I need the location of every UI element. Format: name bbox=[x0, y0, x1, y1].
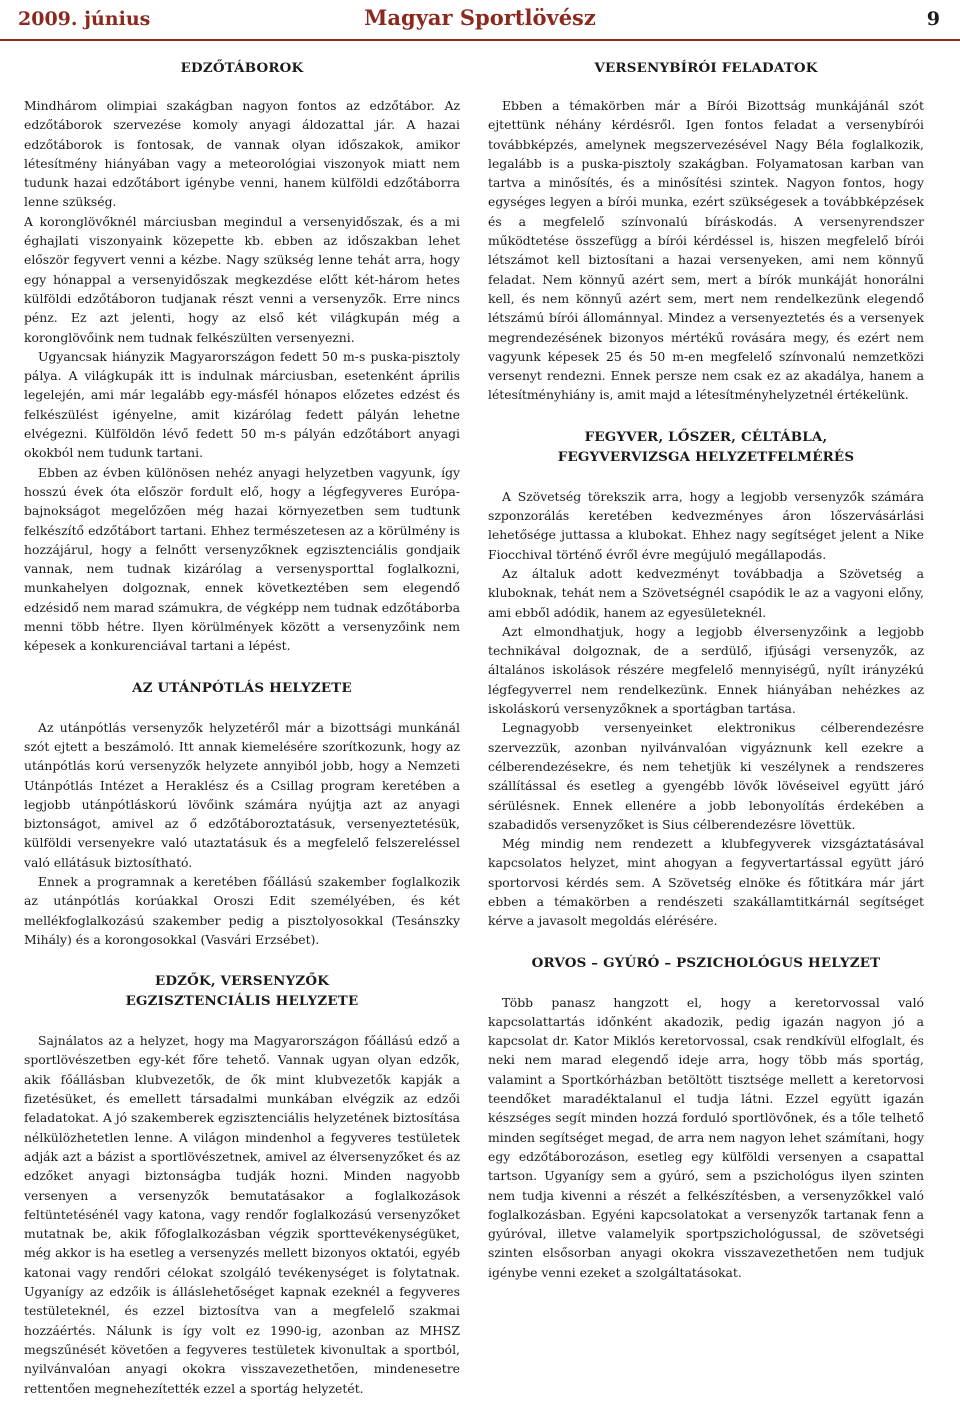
section-title-line: EDZŐK, VERSENYZŐK bbox=[154, 973, 330, 990]
section-title-fegyver bbox=[488, 427, 924, 467]
paragraph: Több panasz hangzott el, hogy a keretorvossal való kapcsolattartás időnként akadozik, pedig igazán nagyon jó a kapcsolat dr. Kator Miklós keretorvossal, csak rendkívül elfoglalt, és neki nem marad elegendő ideje arra, hogy több más sportág, valamint a Sportkórházban betöltött tisztsége mellett a keretorvosi teendőket maradéktalanul el tudja látni. Ezzel együtt igazán készséges segít minden hozzá forduló sportlövőnek, és a tőle telhető minden segítséget megad, de arra nem nagyon lehet számítani, hogy egy edzőtáborozáson, esetleg egy külföldi versenyen a csapattal tartson. Ugyanígy sem a gyúró, sem a pszichológus ilyen szinten nem tudja kivenni a részét a felkészítésben, a versenyzőkkel való foglalkozásban. Egyéni kapcsolatokat a versenyzők tartanak fenn a gyúróval, illetve valamelyik sportpszichológussal, de szövetségi szinten elsősorban anyagi okokra visszavezethetően nem tudjuk igénybe venni ezeket a szolgáltatásokat. bbox=[488, 994, 924, 1280]
magazine-title: Magyar Sportlövész bbox=[364, 5, 596, 30]
section-title-orvos: ORVOS – GYÚRÓ – PSZICHOLÓGUS HELYZET bbox=[531, 954, 881, 971]
paragraph: Ennek a programnak a keretében főállású szakember foglalkozik az utánpótlás korúakkal Oroszi Edit személyében, és két mellékfoglalkozású szakember pedig a pisztolyosokkal (Tesánszky Mihály) és a korongosokkal (Vasvári Erzsébet). bbox=[24, 873, 460, 947]
paragraph: Ebben a témakörben már a Bírói Bizottság munkájánál szót ejtettünk néhány kérdésről. Igen fontos feladat a versenybírói továbbképzés, amelynek megszervezésével Nagy Béla foglalkozik, legalább is a puska-pisztoly szakágban. Folyamatosan karban van tartva a minősítés, és a minősítési szintek. Nagyon fontos, hogy egységes legyen a bírói munka, ezért szükségesek a továbbképzések és a megfelelő színvonalú bíráskodás. A versenyrendszer működtetése összefügg a bírói kérdéssel is, hiszen megfelelő bírói létszámot kell biztosítani a hazai versenyeken, ami nem könnyű feladat. Nem könnyű azért sem, mert a bírók munkáját honorálni kell, és nem könnyű azért sem, mert nem rendelkezünk elegendő létszámú bírói állománnyal. Mindez a versenyeztetés és a versenyek megrendezésének bizonyos mértékű rovására megy, és ezért nem vagyunk képesek 25 és 50 m-en megfelelő színvonalú nemzetközi versenyt rendezni. Ennek persze nem csak ez az akadálya, hanem a létesítményhiány is, amit majd a létesítményhelyzetnél értékelünk. bbox=[488, 98, 924, 403]
paragraph: Ebben az évben különösen nehéz anyagi helyzetben vagyunk, így hosszú évek óta először fordult elő, hogy a légfegyveres Európa-bajnokságot megelőzően még hazai környezetben sem tudtunk felkészítő edzőtábort tartani. Ehhez természetesen az a körülmény is hozzájárul, hogy a felnőtt versenyzőknek egzisztenciális gondjaik vannak, nem tudnak kizárólag a versenysporttal foglalkozni, munkahelyen dolgoznak, ennek következtében sem elegendő edzésidő nem marad számukra, de végképp nem tudnak edzőtáborba menni több hétre. Ilyen körülmények között a versenyzőink nem képesek a konkurenciával tartani a lépést. bbox=[24, 464, 460, 654]
left-column bbox=[24, 58, 460, 1398]
paragraph: Az általuk adott kedvezményt továbbadja a Szövetség a kluboknak, tehát nem a Szövetségnél csapódik le az a vagyoni előny, ami ebből adódik, hanem az egyesületeknél. bbox=[488, 565, 924, 620]
paragraph: Az utánpótlás versenyzők helyzetéről már a bizottsági munkánál szót ejtett a beszámoló. Itt annak kiemelésére szorítkozunk, hogy az utánpótlás korú versenyzők helyzete annyiból jobb, hogy a Nemzeti Utánpótlás Intézet a Heraklész és a Csillag program keretében a legjobb utánpótláskorú lövőink számára nyújtja azt az anyagi biztonságot, amivel az ő edzőtáboroztatásuk, versenyeztetésük, külföldi versenyekre való utaztatásuk és a megfelelő felszereléssel való ellátásuk biztosítható. bbox=[24, 719, 460, 870]
section-title-edzotaborok: EDZŐTÁBOROK bbox=[180, 60, 304, 76]
section-title-versenybiroi: VERSENYBÍRÓI FELADATOK bbox=[594, 60, 818, 76]
section-title-line: FEGYVER, LŐSZER, CÉLTÁBLA, bbox=[584, 428, 828, 445]
section-title-line: EGZISZTENCIÁLIS HELYZETE bbox=[125, 993, 359, 1010]
section-title-utanpotlas: AZ UTÁNPÓTLÁS HELYZETE bbox=[132, 679, 352, 696]
page-header bbox=[0, 0, 960, 40]
paragraph: Még mindig nem rendezett a klubfegyverek vizsgáztatásával kapcsolatos helyzet, mint ahogyan a fegyvertartással együtt járó sportorvosi kérdés sem. A Szövetség elnöke és főtitkára már járt ebben a témakörben a rendészeti szakállamtitkárnál segítséget kérve a javasolt megoldás elérésére. bbox=[488, 836, 924, 929]
header-rule bbox=[0, 39, 960, 41]
issue-date: 2009. június bbox=[18, 8, 151, 30]
paragraph: A koronglövőknél márciusban megindul a versenyidőszak, és a mi éghajlati viszonyaink közepette kb. ebben az időszakban lehet először fegyvert venni a kézbe. Nagy szükség lenne tehát arra, hogy egy hónappal a versenyidőszak megkezdése előtt két-három hetes külföldi edzőtáboron tudjanak részt venni a versenyzők. Erre nincs pénz. Ez azt jelenti, hogy az első két világkupán még a koronglövőink nem tudnak felkészülten versenyezni. bbox=[24, 213, 460, 345]
paragraph: Azt elmondhatjuk, hogy a legjobb élversenyzőink a legjobb technikával dolgoznak, de a serdülő, ifjúsági versenyzők, az általános iskolások részére megfelelő mennyiségű, nyílt irányzékú légfegyverrel nem rendelkezünk. Ennek hiányában nehézkes az iskoláskorú versenyzőknek a sportágban tartása. bbox=[488, 623, 924, 717]
paragraph: Mindhárom olimpiai szakágban nagyon fontos az edzőtábor. Az edzőtáborok szervezése komoly anyagi áldozattal jár. A hazai edzőtáborok is fontosak, de vannak olyan időszakok, amikor létesítmény hiányában vagy a meteorológiai viszonyok miatt nem tudunk hazai edzőtábort igénybe venni, hanem külföldi edzőtáborra lenne szükség. bbox=[24, 98, 460, 210]
section-title-line: FEGYVERVIZSGA HELYZETFELMÉRÉS bbox=[557, 448, 855, 465]
section-title-edzok bbox=[24, 971, 460, 1011]
paragraph: Legnagyobb versenyeinket elektronikus célberendezésre szervezzük, azonban nyilvánvalóan vigyáznunk kell ezekre a célberendezésekre, és nem tehetjük ki veszélynek a rendszeres szállítással és esetleg a gyengébb lövők lövéseivel együtt járó sérülésnek. Ennek ellenére a jobb lebonyolítás érdekében a szabadidős versenyzőket is Sius célberendezésre lövettük. bbox=[488, 720, 924, 832]
page-number: 9 bbox=[926, 8, 940, 30]
right-column bbox=[488, 58, 924, 1282]
paragraph: Ugyancsak hiányzik Magyarországon fedett 50 m-s puska-pisztoly pálya. A világkupák itt is indulnak márciusban, esetenként április legelején, ami már legalább egy-másfél hónapos előzetes edzést és felkészülést igényelne, amit kizárólag fedett pályán lehetne elvégezni. Külföldön lévő fedett 50 m-s pályán edzőtábort anyagi okokból nem tudunk tartani. bbox=[24, 348, 460, 461]
paragraph: A Szövetség törekszik arra, hogy a legjobb versenyzők számára szponzorálás keretében kedvezményes áron lőszervásárlási lehetősége juttassa a klubokat. Ehhez nagy segítséget jelent a Nike Fiocchival történő évről évre megújuló megállapodás. bbox=[488, 488, 924, 562]
paragraph: Sajnálatos az a helyzet, hogy ma Magyarországon főállású edző a sportlövészetben egy-két főre tehető. Vannak ugyan olyan edzők, akik főállásban klubvezetők, de ők mint klubvezetők kapják a fizetésüket, és emellett társadalmi munkában elvégzik az edzői feladatokat. A jó szakemberek egzisztenciális helyzetének biztosítása nélkülözhetetlen lenne. A világon mindenhol a fegyveres testületek adják azt a bázist a sportlövészetnek, amivel az élversenyzőket és az edzőket anyagi biztonságba tudják hozni. Minden nagyobb versenyen a versenyzők bemutatásakor a foglalkozások feltüntetésénél vagy katona, vagy rendőr foglalkozású versenyzőket mutatnak be, akik főfoglalkozásban végzik sporttevékenységüket, még akkor is ha esetleg a versenyzés mellett bizonyos oktatói, egyéb katonai vagy rendőri célokat szolgáló tevékenységet is folytatnak. Ugyanígy az edzőik is álláslehetőséget kapnak ezeknél a fegyveres testületeknél, és ezzel biztosítva van a megfelelő szakmai hozzáértés. Nálunk is így volt ez 1990-ig, azonban az MHSZ megszűnését követően a fegyveres testületek kivonultak a sportból, nyilvánvalóan anyagi okokra visszavezethetően, mindenesetre rettentően megnehezítették ezzel a sportág helyzetét. bbox=[24, 1033, 460, 1396]
